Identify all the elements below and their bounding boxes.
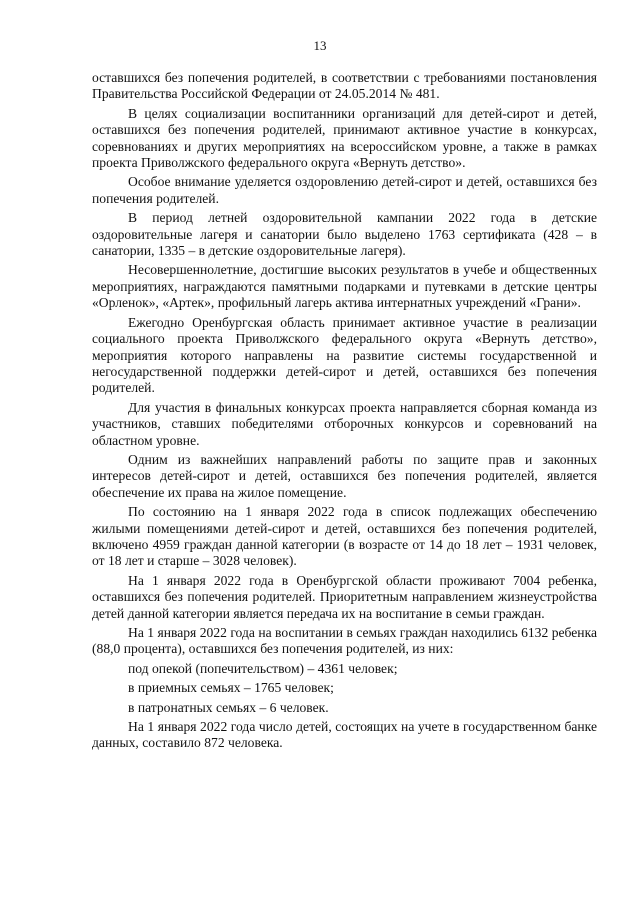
paragraph-7: Для участия в финальных конкурсах проекта направляется сборная команда из участников, ставших победителями отборочных конкурсов и соревнований на областном уровне. [92,399,597,448]
list-item-foster-families: в приемных семьях – 1765 человек; [128,680,334,696]
page-number: 13 [313,38,327,53]
paragraph-11: На 1 января 2022 года на воспитании в семьях граждан находились 6132 ребенка (88,0 процента), оставшихся без попечения родителей, из них: [92,625,597,657]
paragraph-9: По состоянию на 1 января 2022 года в список подлежащих обеспечению жилыми помещениями детей-сирот и детей, оставшихся без попечения родителей, включено 4959 граждан данной категории (в возрасте от 14 до 18 лет – 1931 человек, от 18 лет и старше – 3028 человек). [92,504,597,569]
paragraph-5: Несовершеннолетние, достигшие высоких результатов в учебе и общественных мероприятиях, награждаются памятными подарками и путевками в детские центры «Орленок», «Артек», профильный лагерь актива интернатных учреждений «Грани». [92,262,597,311]
paragraph-3: Особое внимание уделяется оздоровлению детей-сирот и детей, оставшихся без попечения родителей. [92,174,597,206]
paragraph-10: На 1 января 2022 года в Оренбургской области проживают 7004 ребенка, оставшихся без попечения родителей. Приоритетным направлением жизнеустройства детей данной категории является передача их на воспитание в семьи граждан. [92,572,597,621]
paragraph-12: На 1 января 2022 года число детей, состоящих на учете в государственном банке данных, составило 872 человека. [92,719,597,751]
paragraph-2: В целях социализации воспитанники организаций для детей-сирот и детей, оставшихся без попечения родителей, принимают активное участие в конкурсах, соревнованиях и других мероприятиях на всероссийском уровне, а также в рамках проекта Приволжского федерального округа «Вернуть детство». [92,105,597,171]
paragraph-4: В период летней оздоровительной кампании 2022 года в детские оздоровительные лагеря и санатории было выделено 1763 сертификата (428 – в санатории, 1335 – в детские оздоровительные лагеря). [92,210,597,259]
paragraph-8: Одним из важнейших направлений работы по защите прав и законных интересов детей-сирот и детей, оставшихся без попечения родителей, является обеспечение их права на жилое помещение. [92,451,597,500]
list-item-guardianship: под опекой (попечительством) – 4361 человек; [128,660,398,676]
paragraph-1: оставшихся без попечения родителей, в соответствии с требованиями постановления Правительства Российской Федерации от 24.05.2014 № 481. [92,70,597,102]
paragraph-6: Ежегодно Оренбургская область принимает активное участие в реализации социального проекта Приволжского федерального округа «Вернуть детство», мероприятия которого направлены на развитие системы государственной и негосударственной поддержки детей-сирот и детей, оставшихся без попечения родителей. [92,314,597,396]
list-item-patronage-families: в патронатных семьях – 6 человек. [128,699,329,715]
document-body [92,70,597,755]
